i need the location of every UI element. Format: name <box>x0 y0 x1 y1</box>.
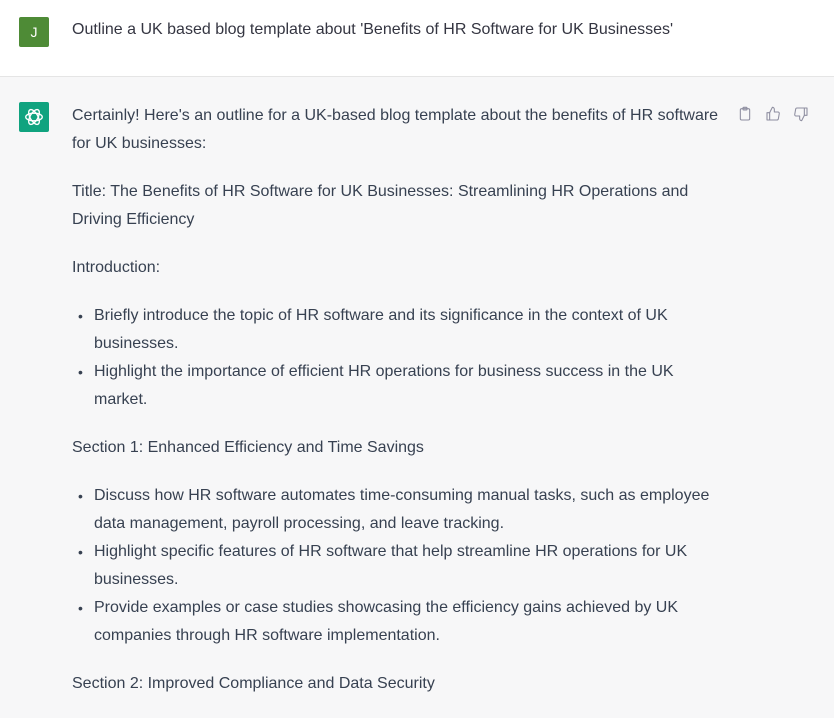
assistant-avatar <box>19 102 49 132</box>
blog-title: Title: The Benefits of HR Software for UK Businesses: Streamlining HR Operations and Driving Efficiency <box>72 183 689 228</box>
message-actions <box>737 106 809 122</box>
user-message-row <box>0 0 834 77</box>
copy-button[interactable] <box>737 106 753 122</box>
thumbs-up-icon <box>765 106 781 122</box>
list-item: • Briefly introduce the topic of HR software and its significance in the context of UK businesses. <box>94 302 720 358</box>
section2-heading: Section 2: Improved Compliance and Data Security <box>72 675 435 692</box>
thumbs-down-button[interactable] <box>793 106 809 122</box>
user-avatar: J <box>19 17 49 47</box>
assistant-message-body <box>72 102 720 718</box>
list-item: • Provide examples or case studies showcasing the efficiency gains achieved by UK companies through HR software implementation. <box>94 594 720 650</box>
introduction-heading: Introduction: <box>72 259 161 276</box>
list-item: • Highlight specific features of HR software that help streamline HR operations for UK businesses. <box>94 538 720 594</box>
assistant-message-row <box>0 77 834 718</box>
section1-list <box>72 482 720 650</box>
openai-logo-icon <box>23 106 45 128</box>
list-item: • Highlight the importance of efficient HR operations for business success in the UK market. <box>94 358 720 414</box>
user-message-text: Outline a UK based blog template about 'Benefits of HR Software for UK Businesses' <box>72 21 674 38</box>
thumbs-up-button[interactable] <box>765 106 781 122</box>
list-item: • Discuss how HR software automates time-consuming manual tasks, such as employee data management, payroll processing, and leave tracking. <box>94 482 720 538</box>
clipboard-icon <box>737 106 753 122</box>
introduction-list <box>72 302 720 414</box>
section1-heading: Section 1: Enhanced Efficiency and Time Savings <box>72 439 424 456</box>
thumbs-down-icon <box>793 106 809 122</box>
assistant-intro: Certainly! Here's an outline for a UK-based blog template about the benefits of HR software for UK businesses: <box>72 107 719 152</box>
